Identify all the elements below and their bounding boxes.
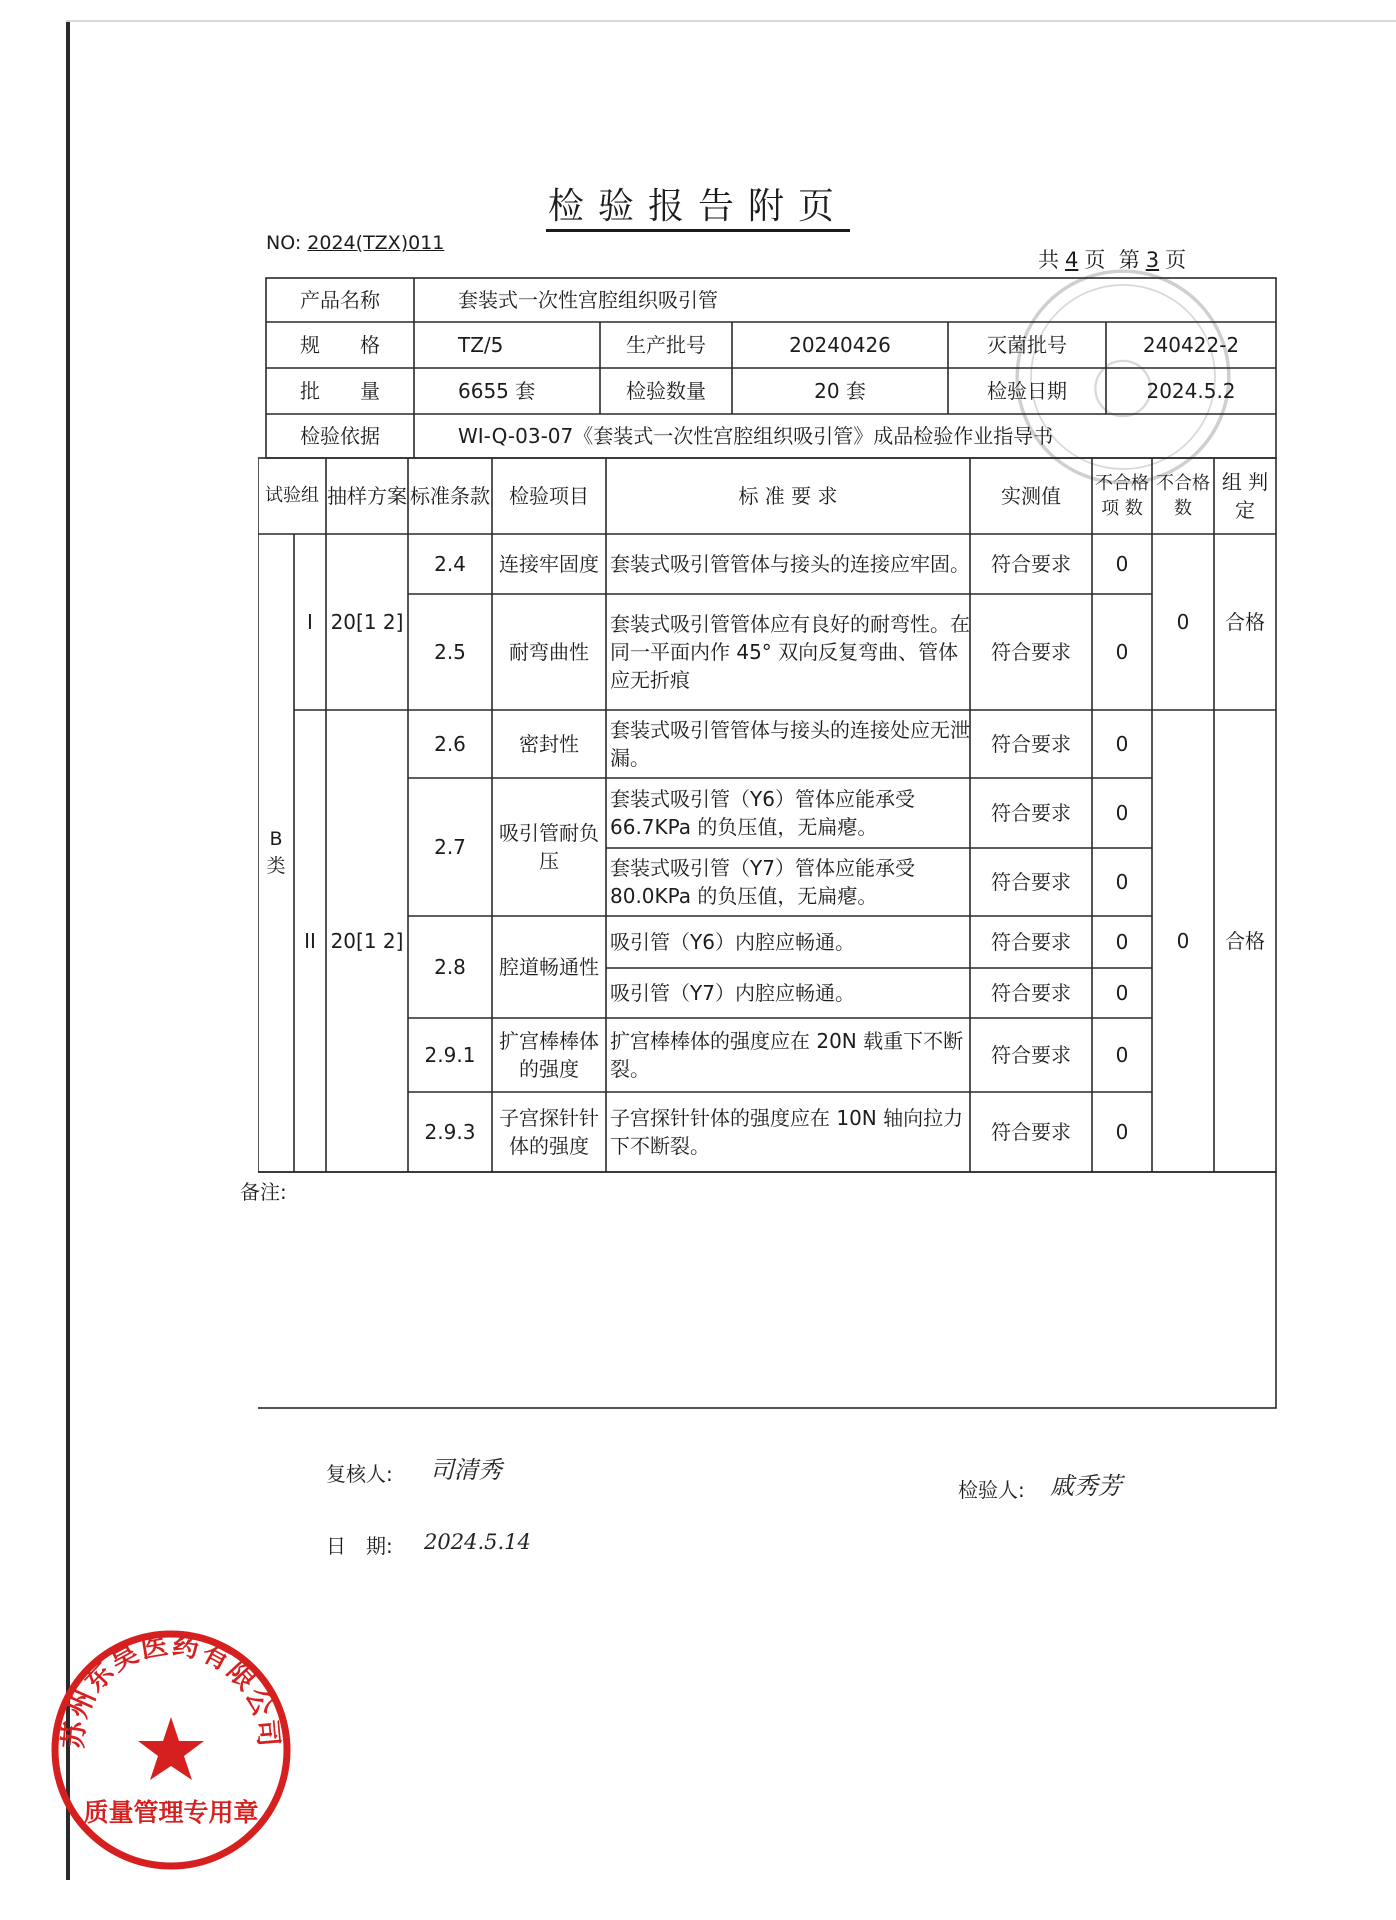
reviewer-label: 复核人: <box>326 1462 393 1486</box>
spec-label: 规 格 <box>300 333 380 357</box>
seal-text: 苏州东昊医药有限公司 <box>58 1629 284 1750</box>
table-row-nc: 0 <box>1115 1043 1129 1067</box>
report-number: NO: 2024(TZX)011 <box>266 232 445 254</box>
inspector-label: 检验人: <box>958 1478 1025 1502</box>
table-row-clause: 2.9.1 <box>424 1043 476 1067</box>
group-i-id: I <box>307 610 313 634</box>
table-row-measured: 符合要求 <box>991 732 1071 756</box>
table-row-requirement: 吸引管（Y6）内腔应畅通。 <box>610 930 855 954</box>
table-row-nc: 0 <box>1115 870 1129 894</box>
table-row-item: 腔道畅通性 <box>499 955 599 979</box>
group-i-verdict: 合格 <box>1225 610 1265 634</box>
document-title: 检验报告附页 <box>0 178 1396 229</box>
scan-edge <box>66 20 70 1880</box>
group-ii-id: II <box>304 929 316 953</box>
table-row-requirement: 套装式吸引管（Y7）管体应能承受80.0KPa 的负压值，无扁瘪。 <box>610 856 915 908</box>
table-row-requirement: 套装式吸引管管体与接头的连接处应无泄漏。 <box>610 718 970 770</box>
sterilization-batch-label: 灭菌批号 <box>987 333 1067 357</box>
table-row-item: 连接牢固度 <box>499 552 599 576</box>
date-label: 日 期: <box>326 1534 393 1558</box>
col-nonconforming-qty: 不合格数 <box>1156 472 1210 519</box>
remarks-label: 备注: <box>240 1180 287 1204</box>
table-row-item: 扩宫棒棒体的强度 <box>499 1029 599 1081</box>
product-name-label: 产品名称 <box>300 288 380 312</box>
table-row-requirement: 套装式吸引管管体与接头的连接应牢固。 <box>610 552 970 576</box>
table-row-nc: 0 <box>1115 981 1129 1005</box>
table-row-clause: 2.4 <box>434 552 466 576</box>
table-row-clause: 2.7 <box>434 835 466 859</box>
group-i-sampling: 20[1 2] <box>330 610 404 634</box>
col-clause: 标准条款 <box>410 484 490 508</box>
reviewer-signature: 司清秀 <box>430 1456 502 1484</box>
table-row-nc: 0 <box>1115 552 1129 576</box>
table-row-clause: 2.5 <box>434 640 466 664</box>
table-row-item: 耐弯曲性 <box>509 640 589 664</box>
basis-label: 检验依据 <box>300 424 380 448</box>
col-requirement: 标 准 要 求 <box>738 484 838 508</box>
inspector-signature: 戚秀芳 <box>1050 1472 1122 1500</box>
col-group: 试验组 <box>265 485 319 507</box>
table-row-nc: 0 <box>1115 640 1129 664</box>
table-row-measured: 符合要求 <box>991 1043 1071 1067</box>
product-name-value: 套装式一次性宫腔组织吸引管 <box>458 288 718 312</box>
col-measured: 实测值 <box>1001 484 1061 508</box>
table-row-item: 吸引管耐负压 <box>499 821 599 873</box>
inspection-qty-label: 检验数量 <box>626 379 706 403</box>
table-row-nc: 0 <box>1115 732 1129 756</box>
group-i-nonconforming-qty: 0 <box>1176 610 1190 634</box>
basis-value: WI-Q-03-07《套装式一次性宫腔组织吸引管》成品检验作业指导书 <box>458 424 1054 448</box>
table-row-nc: 0 <box>1115 801 1129 825</box>
page-info: 共 4 页 第 3 页 <box>1038 248 1187 272</box>
inspection-date-label: 检验日期 <box>987 379 1067 403</box>
col-sampling: 抽样方案 <box>327 484 407 508</box>
inspection-table <box>240 262 1282 1432</box>
table-row-nc: 0 <box>1115 1120 1129 1144</box>
table-row-measured: 符合要求 <box>991 1120 1071 1144</box>
scan-edge-top <box>66 20 1396 22</box>
sterilization-batch-value: 240422-2 <box>1142 333 1240 357</box>
table-row-nc: 0 <box>1115 930 1129 954</box>
table-row-measured: 符合要求 <box>991 870 1071 894</box>
table-row-clause: 2.6 <box>434 732 466 756</box>
inspection-date-value: 2024.5.2 <box>1146 379 1236 403</box>
table-row-requirement: 吸引管（Y7）内腔应畅通。 <box>610 981 855 1005</box>
table-row-requirement: 子宫探针针体的强度应在 10N 轴向拉力下不断裂。 <box>610 1106 964 1158</box>
table-row-measured: 符合要求 <box>991 552 1071 576</box>
table-row-measured: 符合要求 <box>991 981 1071 1005</box>
quantity-value: 6655 套 <box>458 379 536 403</box>
table-row-requirement: 套装式吸引管（Y6）管体应能承受66.7KPa 的负压值，无扁瘪。 <box>610 787 915 839</box>
table-row-measured: 符合要求 <box>991 801 1071 825</box>
group-ii-nonconforming-qty: 0 <box>1176 929 1190 953</box>
col-nonconforming-items: 不合格项 数 <box>1095 472 1149 519</box>
inspection-qty-value: 20 套 <box>814 379 866 403</box>
table-row-item: 密封性 <box>519 732 579 756</box>
category-label: B 类 <box>266 828 286 877</box>
group-ii-sampling: 20[1 2] <box>330 929 404 953</box>
table-row-clause: 2.8 <box>434 955 466 979</box>
table-row-measured: 符合要求 <box>991 930 1071 954</box>
spec-value: TZ/5 <box>458 333 504 357</box>
production-batch-label: 生产批号 <box>626 333 706 357</box>
table-row-requirement: 扩宫棒棒体的强度应在 20N 载重下不断裂。 <box>610 1029 964 1081</box>
seal-subtext: 质量管理专用章 <box>83 1798 259 1827</box>
table-row-requirement: 套装式吸引管管体应有良好的耐弯性。在同一平面内作 45° 双向反复弯曲、管体应无折痕 <box>610 612 970 692</box>
signature-date: 2024.5.14 <box>424 1530 531 1554</box>
table-row-clause: 2.9.3 <box>424 1120 476 1144</box>
group-ii-verdict: 合格 <box>1225 929 1265 953</box>
company-seal-image <box>46 1625 296 1875</box>
col-item: 检验项目 <box>509 484 589 508</box>
col-group-verdict: 组 判定 <box>1221 470 1269 522</box>
table-row-measured: 符合要求 <box>991 640 1071 664</box>
quantity-label: 批 量 <box>300 379 380 403</box>
table-row-item: 子宫探针针体的强度 <box>499 1106 599 1158</box>
production-batch-value: 20240426 <box>789 333 891 357</box>
